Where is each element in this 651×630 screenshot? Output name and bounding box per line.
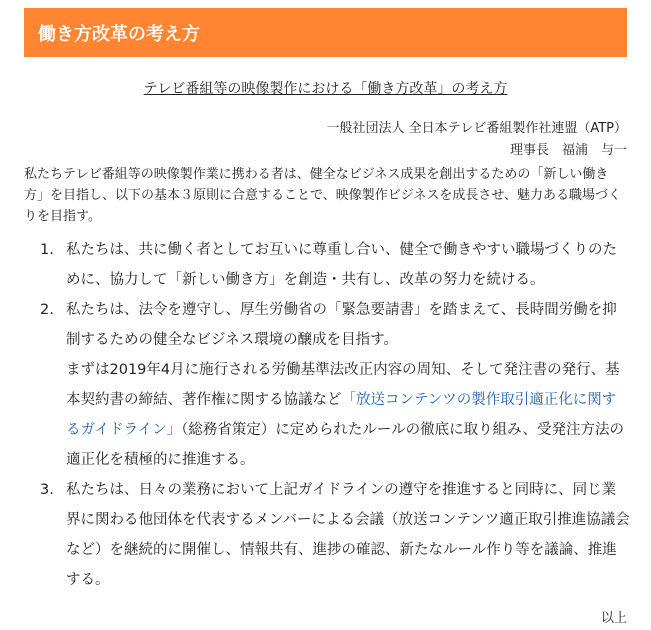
guideline-link[interactable]: 「放送コンテンツの製作取引適正化に関するガイドライン」 xyxy=(66,392,617,438)
principle-text: 私たちは、法令を遵守し、厚生労働省の「緊急要請書」を踏まえて、長時間労働を抑制するための健全なビジネス環境の醸成を目指す。 xyxy=(66,302,617,348)
document-title: テレビ番組等の映像製作における「働き方改革」の考え方 xyxy=(143,81,508,97)
principle-text: 私たちは、日々の業務において上記ガイドラインの遵守を推進すると同時に、同じ業界に関わる他団体を代表するメンバーによる会議（放送コンテンツ適正取引推進協議会など）を継続的に開催し、情報共有、進捗の確認、新たなルール作り等を議論、推進する。 xyxy=(66,482,630,588)
subtext-after-link: （総務省策定）に定められたルールの徹底に取り組み、受発注方法の適正化を積極的に推進する。 xyxy=(66,422,624,468)
principle-item-2 xyxy=(40,295,630,475)
signer-name: 理事長 福浦 与一 xyxy=(509,143,627,158)
header-bar xyxy=(24,8,627,57)
subtext-before-link: まずは2019年4月に施行される労働基準法改正内容の周知、そして発注書の発行、基本契約書の締結、著作権に関する協議など xyxy=(66,362,620,408)
principle-number: 2. xyxy=(40,302,54,318)
principle-number: 3. xyxy=(40,482,54,498)
principle-number: 1. xyxy=(40,242,54,258)
closing-text: 以上 xyxy=(600,611,627,626)
principle-subtext xyxy=(66,355,630,475)
page-title: 働き方改革の考え方 xyxy=(38,23,200,45)
intro-paragraph: 私たちテレビ番組等の映像製作業に携わる者は、健全なビジネス成果を創出するための「新しい働き方」を目指し、以下の基本３原則に合意することで、映像製作ビジネスを成長させ、魅力ある職場づくりを目指す。 xyxy=(24,167,621,224)
principle-item-1 xyxy=(40,235,630,295)
principles-list xyxy=(40,235,630,595)
organization-name: 一般社団法人 全日本テレビ番組製作社連盟（ATP） xyxy=(326,121,627,136)
principle-item-3 xyxy=(40,475,630,595)
principle-text: 私たちは、共に働く者としてお互いに尊重し合い、健全で働きやすい職場づくりのために、協力して「新しい働き方」を創造・共有し、改革の努力を続ける。 xyxy=(66,242,617,288)
